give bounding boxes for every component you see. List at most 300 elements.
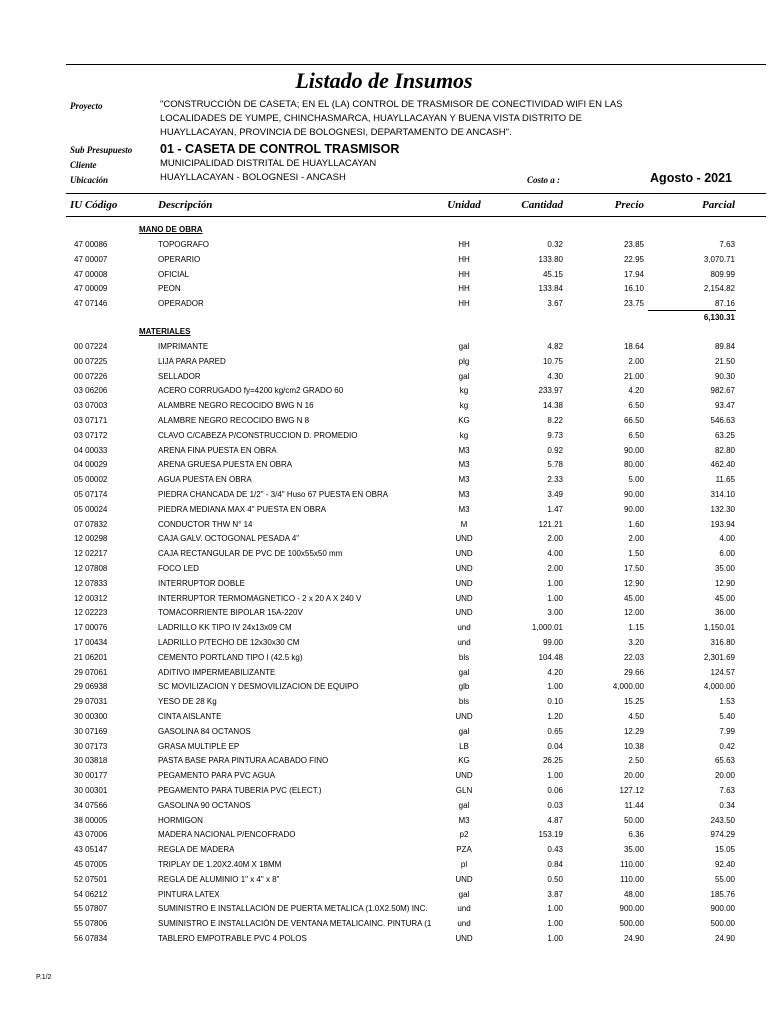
item-price: 3.20 [628,638,644,647]
table-row [0,386,768,401]
item-description: REGLA DE ALUMINIO 1" x 4" x 8" [158,874,280,884]
item-quantity: 121.21 [538,519,563,529]
item-price: 4.50 [628,712,644,721]
item-description: HORMIGON [158,815,203,825]
item-partial: 974.29 [710,830,735,840]
proyecto-line-2: LOCALIDADES DE YUMPE, CHINCHASMARCA, HUAYLLACAYAN Y BUENA VISTA DISTRITO DE [160,113,582,124]
item-price: 24.90 [623,934,644,943]
item-description: TOMACORRIENTE BIPOLAR 15A-220V [158,608,303,618]
item-description: SUMINISTRO E INSTALLACIÓN DE PUERTA METALICA (1.0X2.50M) INC. [158,904,428,914]
item-description: PEGAMENTO PARA PVC AGUA [158,771,276,781]
item-code: 47 07146 [74,299,108,309]
item-unit: M3 [458,504,470,514]
item-quantity: 4.00 [547,549,563,559]
item-quantity: 0.03 [547,800,563,810]
item-quantity: 99.00 [542,638,563,647]
item-description: TABLERO EMPOTRABLE PVC 4 POLOS [158,934,307,943]
item-quantity: 14.38 [542,401,563,411]
col-header-descripcion: Descripción [158,199,213,211]
item-description: LADRILLO KK TIPO IV 24x13x09 CM [158,623,292,633]
item-description: PIEDRA MEDIANA MAX 4" PUESTA EN OBRA [158,504,327,514]
item-code: 12 02217 [74,549,108,559]
item-quantity: 0.43 [547,845,563,855]
item-description: OPERADOR [158,299,204,309]
table-row [0,919,768,934]
item-price: 18.64 [623,342,644,351]
item-description: GRASA MULTIPLE EP [158,741,240,751]
item-code: 29 07031 [74,697,108,707]
item-quantity: 1.00 [547,593,563,603]
item-price: 66.50 [623,416,644,425]
col-header-unidad: Unidad [447,199,481,211]
item-quantity: 153.19 [538,830,563,840]
item-partial: 982.67 [710,386,735,396]
item-description: CAJA RECTANGULAR DE PVC DE 100x55x50 mm [158,549,343,559]
item-code: 05 07174 [74,490,108,499]
item-unit: HH [458,240,470,249]
header-rule-bottom [66,216,766,217]
item-quantity: 3.87 [547,889,563,899]
table-row [0,284,768,299]
item-description: OPERARIO [158,254,201,264]
item-code: 47 00086 [74,240,108,249]
table-row [0,594,768,609]
item-partial: 11.65 [715,475,735,485]
table-row [0,520,768,535]
item-price: 45.00 [623,593,644,603]
item-code: 45 07005 [74,860,108,869]
table-row [0,830,768,845]
item-code: 54 06212 [74,889,108,899]
item-code: 55 07807 [74,904,108,914]
item-description: AGUA PUESTA EN OBRA [158,475,252,485]
item-unit: LB [459,741,469,751]
item-partial: 89.84 [714,342,735,351]
col-header-codigo: IU Código [70,199,118,211]
item-unit: kg [459,401,469,411]
item-code: 00 07226 [74,371,108,381]
item-description: OFICIAL [158,269,190,279]
header-rule-top [66,193,766,194]
item-quantity: 3.49 [547,490,563,499]
item-partial: 4.00 [719,534,735,544]
item-description: ACERO CORRUGADO fy=4200 kg/cm2 GRADO 60 [158,386,344,396]
item-description: FOCO LED [158,564,199,573]
table-row [0,299,768,314]
item-unit: gal [458,667,470,677]
item-partial: 5.40 [719,712,735,721]
item-description: ARENA FINA PUESTA EN OBRA [158,445,277,455]
item-price: 1.15 [628,623,644,633]
table-row [0,697,768,712]
item-quantity: 0.92 [547,445,563,455]
item-partial: 500.00 [710,919,735,929]
item-quantity: 0.10 [547,697,563,707]
item-description: LIJA PARA PARED [158,356,226,366]
item-code: 05 00024 [74,504,108,514]
item-partial: 45.00 [714,593,735,603]
item-quantity: 1.00 [547,904,563,914]
item-partial: 243.50 [710,815,735,825]
table-row [0,270,768,285]
table-row [0,372,768,387]
table-row [0,416,768,431]
item-code: 05 00002 [74,475,108,485]
item-unit: und [457,638,471,647]
item-code: 04 00033 [74,445,108,455]
item-description: CEMENTO PORTLAND TIPO I (42.5 kg) [158,652,303,662]
item-partial: 132.30 [710,504,735,514]
item-unit: glb [458,682,470,692]
item-partial: 462.40 [710,460,735,470]
table-row [0,712,768,727]
item-description: ADITIVO IMPERMEABILIZANTE [158,667,276,677]
table-row [0,638,768,653]
table-row [0,786,768,801]
table-row [0,549,768,564]
item-description: SUMINISTRO E INSTALLACIÓN DE VENTANA METALICAINC. PINTURA (1 [158,919,432,929]
item-price: 22.03 [623,652,644,662]
table-row [0,240,768,255]
item-description: TRIPLAY DE 1.20X2.40M X 18MM [158,860,282,869]
item-partial: 1.53 [719,697,735,707]
item-code: 00 07224 [74,342,108,351]
item-code: 00 07225 [74,356,108,366]
item-price: 17.50 [623,564,644,573]
item-code: 55 07806 [74,919,108,929]
item-partial: 7.63 [719,786,735,795]
item-code: 29 06938 [74,682,108,692]
table-row [0,653,768,668]
item-price: 35.00 [623,845,644,855]
item-description: MADERA NACIONAL P/ENCOFRADO [158,830,296,840]
item-unit: pl [460,860,468,869]
item-price: 10.38 [623,741,644,751]
item-description: GASOLINA 84 OCTANOS [158,726,251,736]
item-price: 23.85 [623,240,644,249]
table-row [0,904,768,919]
table-row [0,579,768,594]
item-unit: M3 [458,815,470,825]
item-quantity: 45.15 [542,269,563,279]
item-quantity: 1.47 [547,504,563,514]
item-quantity: 4.30 [547,371,563,381]
item-code: 29 07061 [74,667,108,677]
label-proyecto: Proyecto [70,101,103,111]
item-partial: 124.57 [710,667,735,677]
table-row [0,608,768,623]
item-code: 03 07003 [74,401,108,411]
item-description: PIEDRA CHANCADA DE 1/2" - 3/4" Huso 67 PUESTA EN OBRA [158,490,389,499]
item-partial: 4,000.00 [703,682,735,692]
item-partial: 55.00 [714,874,735,884]
table-row [0,357,768,372]
item-partial: 82.80 [714,445,735,455]
item-price: 11.44 [624,800,644,810]
item-partial: 92.40 [714,860,735,869]
item-unit: und [457,623,471,633]
item-unit: KG [458,416,470,425]
item-price: 22.95 [623,254,644,264]
item-code: 30 00300 [74,712,108,721]
item-quantity: 1.00 [547,919,563,929]
item-unit: M3 [458,490,470,499]
item-quantity: 104.48 [538,652,563,662]
table-row [0,490,768,505]
item-partial: 63.25 [714,430,735,440]
item-unit: gal [458,371,470,381]
item-partial: 21.50 [714,356,735,366]
table-row [0,401,768,416]
table-row [0,668,768,683]
item-price: 2.00 [628,356,644,366]
item-quantity: 0.84 [547,860,563,869]
item-description: ALAMBRE NEGRO RECOCIDO BWG N 16 [158,401,314,411]
item-unit: gal [458,800,470,810]
item-partial: 314.10 [710,490,735,499]
item-unit: kg [459,386,469,396]
item-description: ALAMBRE NEGRO RECOCIDO BWG N 8 [158,416,310,425]
item-price: 50.00 [623,815,644,825]
item-quantity: 133.80 [538,254,563,264]
item-code: 47 00009 [74,284,108,294]
item-quantity: 4.20 [547,667,563,677]
sub-presupuesto-value: 01 - CASETA DE CONTROL TRASMISOR [160,142,400,156]
item-code: 34 07566 [74,800,108,810]
item-code: 30 07173 [74,741,108,751]
item-quantity: 9.73 [547,430,563,440]
item-description: PINTURA LATEX [158,889,220,899]
item-quantity: 2.00 [547,564,563,573]
item-partial: 87.16 [714,299,735,309]
item-quantity: 3.00 [547,608,563,618]
item-quantity: 0.04 [547,741,563,751]
item-price: 90.00 [623,445,644,455]
item-quantity: 4.87 [547,815,563,825]
item-code: 30 00301 [74,786,108,795]
item-price: 2.00 [628,534,644,544]
item-code: 17 00076 [74,623,108,633]
item-quantity: 26.25 [542,756,563,766]
ubicacion-value: HUAYLLACAYAN - BOLOGNESI - ANCASH [160,172,346,183]
item-partial: 1,150.01 [703,623,735,633]
item-price: 21.00 [623,371,644,381]
item-unit: M3 [458,445,470,455]
table-row [0,255,768,270]
item-price: 4.20 [628,386,644,396]
item-description: YESO DE 28 Kg [158,697,217,707]
item-unit: gal [458,342,470,351]
item-unit: bls [458,652,470,662]
item-unit: gal [458,889,470,899]
item-code: 03 07171 [74,416,108,425]
table-row [0,682,768,697]
item-price: 5.00 [628,475,644,485]
item-unit: UND [455,549,473,559]
item-unit: kg [459,430,469,440]
table-row [0,623,768,638]
item-unit: M [460,519,468,529]
item-code: 12 00312 [74,593,108,603]
cliente-value: MUNICIPALIDAD DISTRITAL DE HUAYLLACAYAN [160,158,377,169]
item-quantity: 1.20 [547,712,563,721]
item-quantity: 10.75 [542,356,563,366]
item-price: 16.10 [623,284,644,294]
item-partial: 546.63 [710,416,735,425]
item-price: 29.66 [623,667,644,677]
item-description: PEGAMENTO PARA TUBERIA PVC (ELECT.) [158,786,322,795]
item-description: CINTA AISLANTE [158,712,222,721]
item-unit: UND [455,712,473,721]
item-code: 30 03818 [74,756,108,766]
item-description: CLAVO C/CABEZA P/CONSTRUCCION D. PROMEDIO [158,430,358,440]
label-cliente: Cliente [70,160,97,170]
item-code: 30 07169 [74,726,108,736]
item-description: IMPRIMANTE [158,342,209,351]
section-title-mano-de-obra: MANO DE OBRA [139,225,203,234]
item-description: TOPOGRAFO [158,240,209,249]
item-partial: 185.76 [710,889,735,899]
item-price: 500.00 [619,919,644,929]
item-price: 17.94 [623,269,644,279]
section-title-materiales: MATERIALES [139,327,191,336]
item-description: LADRILLO P/TECHO DE 12x30x30 CM [158,638,300,647]
table-row [0,742,768,757]
label-ubicacion: Ubicación [70,175,108,185]
item-partial: 20.00 [714,771,735,781]
item-partial: 36.00 [714,608,735,618]
item-unit: und [457,904,471,914]
item-unit: UND [455,874,473,884]
item-price: 2.50 [628,756,644,766]
item-partial: 35.00 [714,564,735,573]
item-price: 110.00 [620,874,644,884]
item-description: PASTA BASE PARA PINTURA ACABADO FINO [158,756,329,766]
col-header-cantidad: Cantidad [521,199,563,211]
table-row [0,342,768,357]
item-price: 12.29 [623,726,644,736]
item-unit: UND [455,564,473,573]
item-partial: 93.47 [714,401,735,411]
item-unit: UND [455,608,473,618]
item-partial: 7.63 [719,240,735,249]
item-code: 12 07833 [74,578,108,588]
table-row [0,460,768,475]
item-code: 47 00007 [74,254,108,264]
table-row [0,446,768,461]
item-partial: 0.34 [719,800,735,810]
label-sub-presupuesto: Sub Presupuesto [70,145,133,155]
item-code: 04 00029 [74,460,108,470]
item-price: 1.50 [628,549,644,559]
table-row [0,875,768,890]
item-price: 110.00 [620,860,644,869]
item-partial: 65.63 [714,756,735,766]
item-description: SELLADOR [158,371,201,381]
proyecto-line-3: HUAYLLACAYAN, PROVINCIA DE BOLOGNESI, DEPARTAMENTO DE ANCASH". [160,127,512,138]
table-row [0,816,768,831]
item-description: SC MOVILIZACION Y DESMOVILIZACION DE EQUIPO [158,682,359,692]
item-quantity: 1.00 [547,771,563,781]
item-description: INTERRUPTOR DOBLE [158,578,245,588]
item-unit: HH [458,254,470,264]
item-quantity: 1,000.01 [531,623,563,633]
item-code: 21 06201 [74,652,108,662]
item-code: 47 00008 [74,269,108,279]
item-unit: HH [458,269,470,279]
item-code: 03 06206 [74,386,108,396]
proyecto-line-1: "CONSTRUCCIÓN DE CASETA; EN EL (LA) CONTROL DE TRASMISOR DE CONECTIVIDAD WIFI EN LAS [160,99,623,110]
item-unit: bls [458,697,470,707]
label-costo-a: Costo a : [527,175,561,185]
item-price: 4,000.00 [612,682,644,692]
item-unit: UND [455,771,473,781]
item-unit: UND [455,534,473,544]
item-code: 52 07501 [74,874,108,884]
item-price: 6.36 [628,830,644,840]
item-quantity: 0.65 [547,726,563,736]
item-partial: 2,301.69 [703,652,735,662]
item-code: 07 07832 [74,519,108,529]
table-row [0,534,768,549]
item-unit: p2 [459,830,469,840]
item-price: 15.25 [623,697,644,707]
item-code: 03 07172 [74,430,108,440]
item-price: 20.00 [623,771,644,781]
item-partial: 12.90 [714,578,735,588]
item-quantity: 2.00 [547,534,563,544]
item-partial: 15.05 [714,845,735,855]
item-price: 1.60 [628,519,644,529]
item-price: 23.75 [623,299,644,309]
item-unit: UND [455,934,473,943]
subtotal-rule [648,310,736,311]
col-header-parcial: Parcial [702,199,735,211]
item-partial: 900.00 [710,904,735,914]
item-price: 12.00 [623,608,644,618]
item-price: 48.00 [623,889,644,899]
item-code: 38 00005 [74,815,108,825]
page-number: P.1/2 [36,974,52,981]
item-partial: 316.80 [710,638,735,647]
item-unit: KG [458,756,470,766]
item-partial: 809.99 [710,269,735,279]
item-description: GASOLINA 90 OCTANOS [158,800,251,810]
item-unit: UND [455,578,473,588]
document-title: Listado de Insumos [295,68,473,93]
mano-de-obra-subtotal: 6,130.31 [703,313,735,322]
item-price: 6.50 [628,401,644,411]
item-price: 127.12 [619,786,644,795]
item-code: 43 05147 [74,845,108,855]
top-rule [66,64,766,65]
col-header-precio: Precio [614,199,644,211]
item-code: 30 00177 [74,771,108,781]
table-row [0,845,768,860]
item-description: INTERRUPTOR TERMOMAGNETICO - 2 x 20 A X 240 V [158,593,362,603]
item-unit: gal [458,726,470,736]
item-quantity: 1.00 [547,578,563,588]
costo-fecha: Agosto - 2021 [650,171,732,185]
item-unit: UND [455,593,473,603]
item-quantity: 8.22 [547,416,563,425]
table-row [0,771,768,786]
item-unit: GLN [455,786,473,795]
item-quantity: 4.82 [547,342,563,351]
item-quantity: 5.78 [547,460,563,470]
item-quantity: 0.06 [547,786,563,795]
table-row [0,801,768,816]
